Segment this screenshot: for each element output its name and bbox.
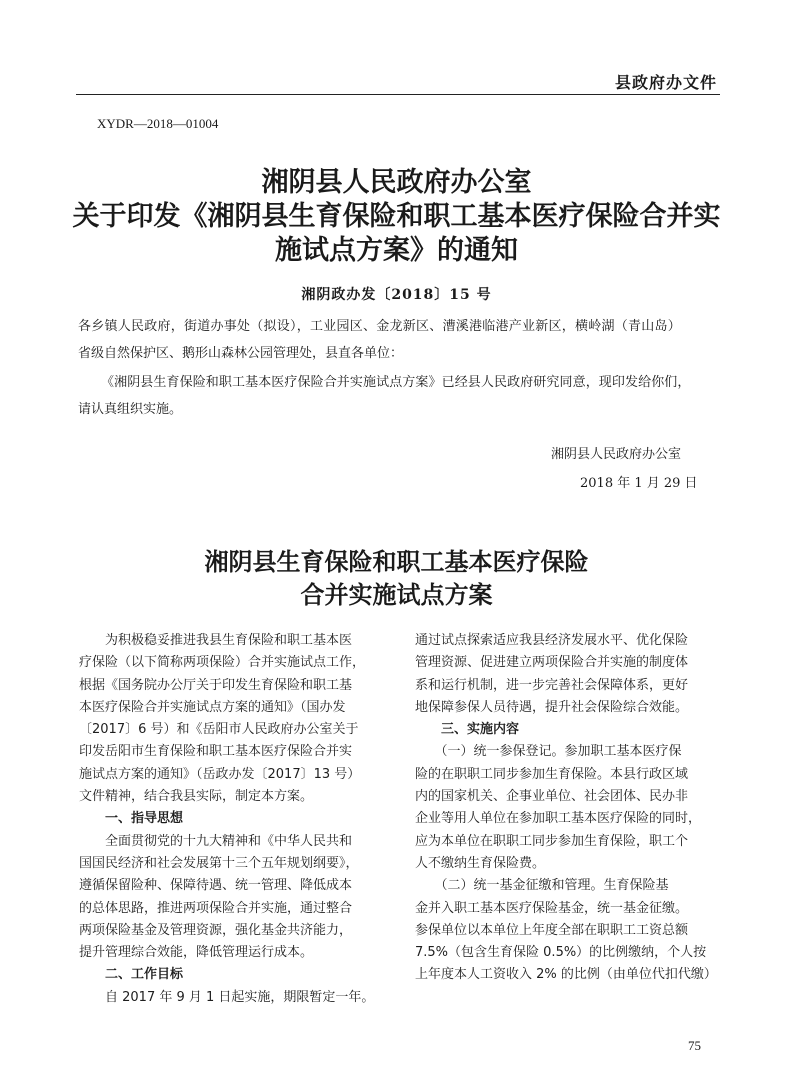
right-column-line: 人不缴纳生育保险费。 [415,855,546,871]
signature-organization: 湘阴县人民政府办公室 [551,447,682,462]
left-column-line: 印发岳阳市生育保险和职工基本医疗保险合并实 [79,744,353,760]
notice-title-line-2: 关于印发《湘阴县生育保险和职工基本医疗保险合并实 [72,201,721,232]
left-column-line: 全面贯彻党的十九大精神和《中华人民共和 [79,833,353,849]
left-column-line: 遵循保留险种、保障待遇、统一管理、降低成本 [79,878,353,894]
document-code: XYDR—2018—01004 [97,116,219,131]
right-column-line: 应为本单位在职职工同步参加生育保险，职工个 [415,833,689,849]
running-header: 县政府办文件 [614,73,717,92]
right-column-line: 地保障参保人员待遇，提升社会保险综合效能。 [415,699,689,715]
left-column-line: 的总体思路，推进两项保险合并实施，通过整合 [79,900,353,916]
page-number: 75 [688,1038,701,1053]
recipients-line-2: 省级自然保护区、鹅形山森林公园管理处，县直各单位： [78,346,404,361]
right-column-line: 管理资源、促进建立两项保险合并实施的制度体 [415,655,689,671]
left-column-line: 〔2017〕6 号）和《岳阳市人民政府办公室关于 [79,722,359,738]
right-column-line: （一）统一参保登记。参加职工基本医疗保 [415,744,682,760]
plan-title-line-2: 合并实施试点方案 [300,580,493,609]
right-column-line: 内的国家机关、企事业单位、社会团体、民办非 [415,789,689,805]
document-number: 湘阴政办发〔2018〕15 号 [301,287,492,303]
right-column-line: 7.5%（包含生育保险 0.5%）的比例缴纳，个人按 [415,945,707,961]
notice-title-line-3: 施试点方案》的通知 [275,235,518,266]
section-heading-guiding-thought: 一、指导思想 [79,811,184,827]
recipients-line-1: 各乡镇人民政府，街道办事处（拟设），工业园区、金龙新区、漕溪港临港产业新区，横岭湖（青山岛） [78,319,682,334]
left-column-line: 疗保险（以下简称两项保险）合并实施试点工作， [79,655,366,671]
section-heading-work-goal: 二、工作目标 [79,967,184,983]
right-column-line: 险的在职职工同步参加生育保险。本县行政区域 [415,766,689,782]
left-column-line: 为积极稳妥推进我县生育保险和职工基本医 [79,633,353,648]
header-rule [76,94,720,95]
left-column-line: 施试点方案的通知》（岳政办发〔2017〕13 号） [79,766,361,782]
plan-right-column [415,630,723,987]
signature-date: 2018 年 1 月 29 日 [580,476,698,491]
section-heading-implementation: 三、实施内容 [415,722,520,738]
notice-title-line-1: 湘阴县人民政府办公室 [261,167,532,198]
left-column-line: 自 2017 年 9 月 1 日起实施，期限暂定一年。 [79,989,375,1005]
left-column-line: 文件精神，结合我县实际，制定本方案。 [79,789,314,805]
notice-body-line-2: 请认真组织实施。 [78,402,183,417]
left-column-line: 两项保险基金及管理资源，强化基金共济能力， [79,922,353,938]
plan-left-column [79,630,387,1009]
notice-body-line-1: 《湘阴县生育保险和职工基本医疗保险合并实施试点方案》已经县人民政府研究同意，现印发给你们， [101,375,691,390]
plan-title-line-1: 湘阴县生育保险和职工基本医疗保险 [204,547,589,576]
right-column-line: 通过试点探索适应我县经济发展水平、优化保险 [415,633,689,648]
right-column-line: 上年度本人工资收入 2% 的比例（由单位代扣代缴） [415,967,717,983]
right-column-line: （二）统一基金征缴和管理。生育保险基 [415,878,669,894]
right-column-line: 金并入职工基本医疗保险基金，统一基金征缴。 [415,900,689,916]
right-column-line: 企业等用人单位在参加职工基本医疗保险的同时， [415,811,702,827]
left-column-line: 根据《国务院办公厅关于印发生育保险和职工基 [79,677,353,693]
right-column-line: 参保单位以本单位上年度全部在职职工工资总额 [415,922,689,938]
right-column-line: 系和运行机制，进一步完善社会保障体系，更好 [415,677,689,693]
left-column-line: 本医疗保险合并实施试点方案的通知》（国办发 [79,699,346,715]
left-column-line: 国国民经济和社会发展第十三个五年规划纲要》， [79,855,359,871]
left-column-line: 提升管理综合效能，降低管理运行成本。 [79,945,314,961]
